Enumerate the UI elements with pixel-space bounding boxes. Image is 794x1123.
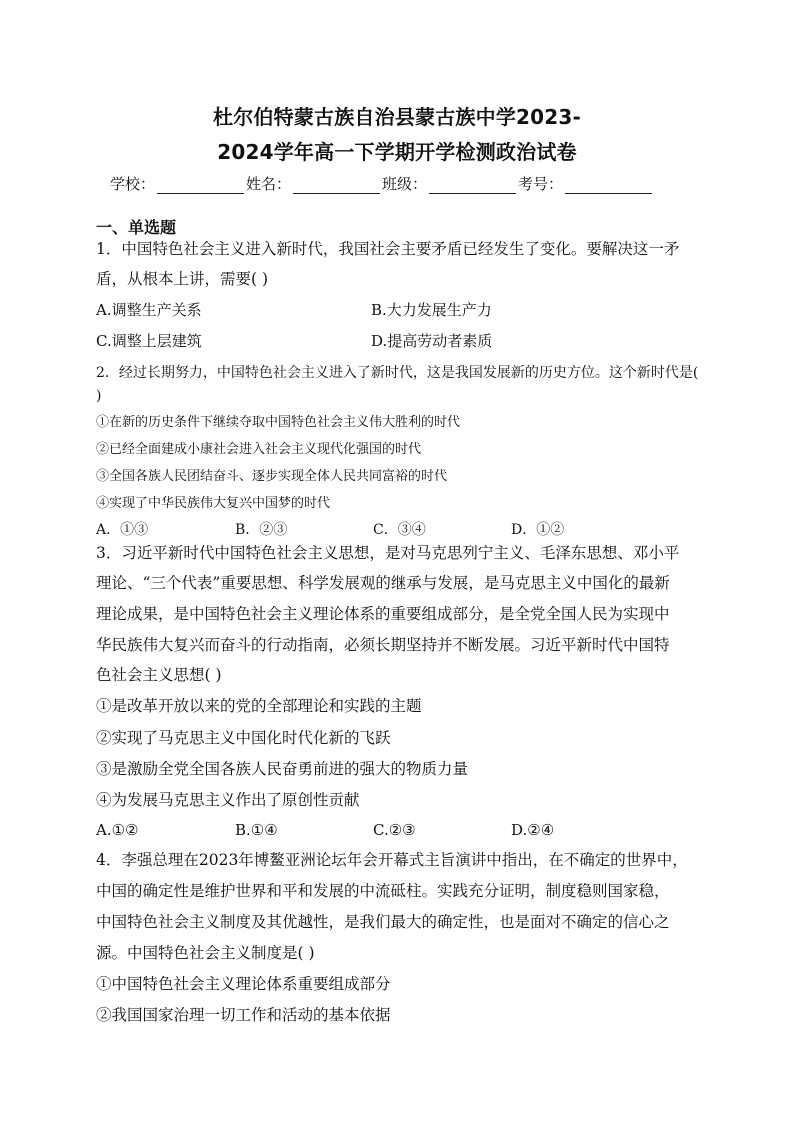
- q2-statement-1: ①在新的历史条件下继续夺取中国特色社会主义伟大胜利的时代: [96, 415, 461, 430]
- q2-statement-2: ②已经全面建成小康社会进入社会主义现代化强国的时代: [96, 442, 422, 457]
- q2-option-d[interactable]: D．①②: [511, 522, 565, 538]
- q3-statement-3: ③是激励全党全国各族人民奋勇前进的强大的物质力量: [96, 760, 469, 778]
- q1-option-b[interactable]: B.大力发展生产力: [371, 301, 492, 319]
- q2-statement-4: ④实现了中华民族伟大复兴中国梦的时代: [96, 496, 331, 511]
- q2-option-b[interactable]: B．②③: [235, 522, 288, 538]
- class-label: 班级：: [382, 175, 428, 193]
- q3-stem-line-4: 华民族伟大复兴而奋斗的行动指南，必须长期坚持并不断发展。习近平新时代中国特: [96, 636, 670, 654]
- q1-option-a[interactable]: A.调整生产关系: [96, 301, 202, 319]
- q3-stem-line-3: 理论成果，是中国特色社会主义理论体系的重要组成部分，是全党全国人民为实现中: [96, 605, 670, 623]
- q3-statement-4: ④为发展马克思主义作出了原创性贡献: [96, 791, 360, 809]
- q4-stem-line-1: 4．李强总理在2023年博鳌亚洲论坛年会开幕式主旨演讲中指出，在不确定的世界中，: [96, 851, 688, 869]
- q4-statement-1: ①中国特色社会主义理论体系重要组成部分: [96, 975, 391, 993]
- q1-stem-line-2: 盾，从根本上讲，需要( ): [96, 270, 269, 288]
- name-label: 姓名：: [246, 175, 292, 193]
- q2-stem-line-2: ): [96, 388, 102, 404]
- exam-title-line-2: 2024学年高一下学期开学检测政治试卷: [217, 140, 577, 164]
- q1-stem-line-1: 1．中国特色社会主义进入新时代，我国社会主要矛盾已经发生了变化。要解决这一矛: [96, 240, 680, 258]
- q2-statement-3: ③全国各族人民团结奋斗、逐步实现全体人民共同富裕的时代: [96, 469, 448, 484]
- q2-option-c[interactable]: C．③④: [373, 522, 426, 538]
- school-label: 学校：: [110, 175, 156, 193]
- q3-stem-line-2: 理论、“三个代表”重要思想、科学发展观的继承与发展，是马克思主义中国化的最新: [96, 574, 670, 592]
- q3-statement-1: ①是改革开放以来的党的全部理论和实践的主题: [96, 697, 422, 715]
- q3-option-a[interactable]: A.①②: [96, 821, 139, 839]
- exam-title-line-1: 杜尔伯特蒙古族自治县蒙古族中学2023-: [213, 105, 581, 129]
- q4-stem-line-3: 中国特色社会主义制度及其优越性，是我们最大的确定性，也是面对不确定的信心之: [96, 913, 670, 931]
- q4-stem-line-2: 中国的确定性是维护世界和平和发展的中流砥柱。实践充分证明，制度稳则国家稳，: [96, 882, 670, 900]
- student-info-row: [110, 172, 700, 194]
- q1-option-c[interactable]: C.调整上层建筑: [96, 332, 202, 350]
- exam-number-label: 考号：: [518, 175, 564, 193]
- q3-statement-2: ②实现了马克思主义中国化时代化新的飞跃: [96, 729, 391, 747]
- name-blank[interactable]: [293, 177, 380, 194]
- exam-number-blank[interactable]: [565, 177, 652, 194]
- q4-statement-2: ②我国国家治理一切工作和活动的基本依据: [96, 1006, 391, 1024]
- q1-option-d[interactable]: D.提高劳动者素质: [371, 332, 493, 350]
- exam-number-field: [518, 173, 652, 194]
- q3-stem-line-5: 色社会主义思想( ): [96, 666, 222, 684]
- school-blank[interactable]: [157, 177, 244, 194]
- q2-stem-line-1: 2．经过长期努力，中国特色社会主义进入了新时代，这是我国发展新的历史方位。这个新时代是(: [96, 365, 699, 381]
- q4-stem-line-4: 源。中国特色社会主义制度是( ): [96, 944, 315, 962]
- q3-stem-line-1: 3．习近平新时代中国特色社会主义思想，是对马克思列宁主义、毛泽东思想、邓小平: [96, 544, 680, 562]
- q3-option-c[interactable]: C.②③: [373, 821, 416, 839]
- class-field: [382, 173, 516, 194]
- section-heading: 一、单选题: [96, 218, 177, 237]
- q3-option-d[interactable]: D.②④: [511, 821, 555, 839]
- name-field: [246, 173, 380, 194]
- class-blank[interactable]: [429, 177, 516, 194]
- q2-option-a[interactable]: A．①③: [96, 522, 149, 538]
- school-field: [110, 173, 244, 194]
- q3-option-b[interactable]: B.①④: [235, 821, 278, 839]
